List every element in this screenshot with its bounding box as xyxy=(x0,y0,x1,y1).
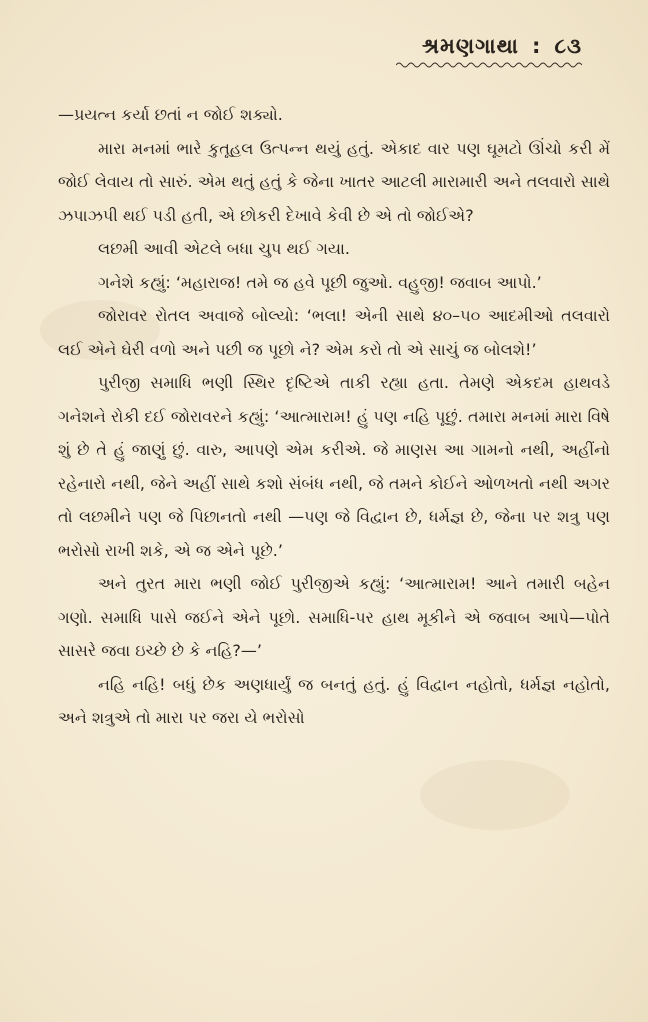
paragraph: પુરીજી સમાધિ ભણી સ્થિર દૃષ્ટિએ તાકી રહ્યા હતા. તેમણે એકદમ હાથવડે ગનેશને રોકી દઈ જોરાવરને કહ્યું: ‘આત્મારામ! હું પણ નહિ પૂછું. તમારા મનમાં મારા વિષે શું છે તે હું જાણું છું. વારુ, આપણે એમ કરીએ. જે માણસ આ ગામનો નથી, અહીંનો રહેનારો નથી, જેને અહીં સાથે કશો સંબંધ નથી, જે તમને કોઈને ઓળખતો નથી અગર તો લછમીને પણ જે પિછાનતો નથી —પણ જે વિદ્વાન છે, ધર્મજ્ઞ છે, જેના પર શત્રુ પણ ભરોસો રાખી શકે, એ જ એને પૂછે.’ xyxy=(58,373,610,560)
book-title: શ્રમણગાથા xyxy=(421,34,519,58)
paragraph: જોરાવર રોતલ અવાજે બોલ્યો: ‘ભલા! એની સાથે ૪૦–૫૦ આદમીઓ તલવારો લઈ એને ઘેરી વળો અને પછી જ પૂછો ને? એમ કરો તો એ સાચું જ બોલશે!’ xyxy=(58,306,610,359)
paragraph: અને તુરત મારા ભણી જોઈ પુરીજીએ કહ્યું: ‘આત્મારામ! આને તમારી બહેન ગણો. સમાધિ પાસે જઈને એને પૂછો. સમાધિ-પર હાથ મૂકીને એ જવાબ આપે—પોતે સાસરે જવા ઇચ્છે છે કે નહિ?—’ xyxy=(58,574,610,660)
header-separator: : xyxy=(531,34,542,58)
running-header xyxy=(396,34,582,69)
paragraph: ગનેશે કહ્યું: ‘મહારાજ! તમે જ હવે પૂછી જુઓ. વહુજી! જવાબ આપો.’ xyxy=(98,272,542,292)
paper-stain xyxy=(420,760,570,830)
paragraph: નહિ નહિ! બધું છેક અણધાર્યું જ બનતું હતું. હું વિદ્વાન નહોતો, ધર્મજ્ઞ નહોતો, અને શત્રુએ તો મારા પર જરા યે ભરોસો xyxy=(58,674,610,727)
paragraph: લછમી આવી એટલે બધા ચુપ થઈ ગયા. xyxy=(98,239,351,258)
decorative-wavy-rule xyxy=(396,61,582,69)
body-text xyxy=(58,98,610,735)
paragraph: —પ્રયત્ન કર્યા છતાં ન જોઈ શક્યો. xyxy=(58,105,283,124)
page-number: ૮૩ xyxy=(554,34,582,58)
paragraph: મારા મનમાં ભારે કુતૂહલ ઉત્પન્ન થયું હતું. એકાદ વાર પણ ઘૂમટો ઊંચો કરી મેં જોઈ લેવાય તો સારું. એમ થતું હતું કે જેના ખાતર આટલી મારામારી અને તલવારો સાથે ઝપાઝપી થઈ પડી હતી, એ છોકરી દેખાવે કેવી છે એ તો જોઈએ? xyxy=(58,138,610,225)
